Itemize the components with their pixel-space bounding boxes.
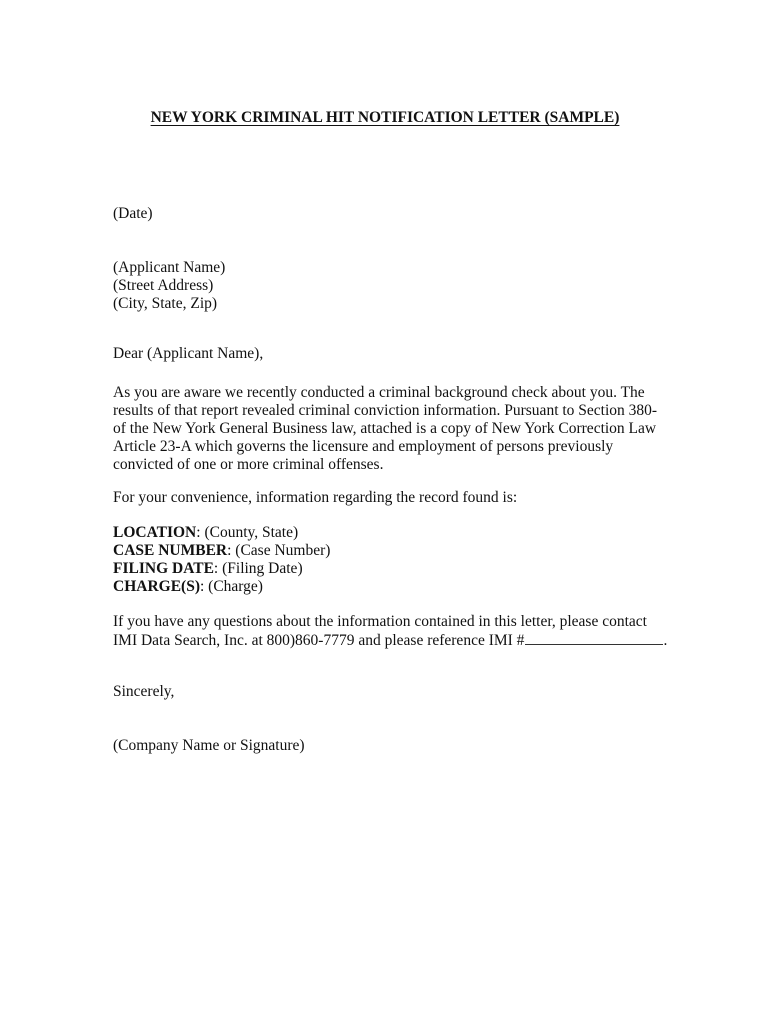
salutation: Dear (Applicant Name),	[113, 345, 264, 362]
record-charges: CHARGE(S): (Charge)	[113, 578, 263, 595]
closing: Sincerely,	[113, 683, 175, 700]
record-filing-date: FILING DATE: (Filing Date)	[113, 560, 303, 577]
record-case-number: CASE NUMBER: (Case Number)	[113, 542, 331, 559]
applicant-name-line: (Applicant Name)	[113, 259, 226, 276]
contact-reference-line: IMI Data Search, Inc. at 800)860-7779 and please reference IMI # .	[113, 632, 668, 649]
letter-title: NEW YORK CRIMINAL HIT NOTIFICATION LETTER (SAMPLE)	[150, 109, 620, 126]
signature-line: (Company Name or Signature)	[113, 737, 305, 754]
record-details	[113, 524, 673, 596]
paragraph-contact: If you have any questions about the information contained in this letter, please contact IMI Data Search, Inc. at 800)860-7779 and please reference IMI # .	[113, 613, 673, 649]
paragraph-record-intro: For your convenience, information regarding the record found is:	[113, 489, 518, 506]
paragraph-background-check: As you are aware we recently conducted a criminal background check about you. The results of that report revealed criminal conviction information. Pursuant to Section 380- of the New York General Business law, attached is a copy of New York Correction Law Article 23-A which governs the licensure and employment of persons previously convicted of one or more criminal offenses.	[113, 384, 658, 473]
address-block	[113, 259, 673, 313]
imi-reference-blank	[525, 631, 663, 645]
city-state-zip-line: (City, State, Zip)	[113, 295, 218, 312]
date-line: (Date)	[113, 205, 153, 222]
street-address-line: (Street Address)	[113, 277, 214, 294]
record-location: LOCATION: (County, State)	[113, 524, 299, 541]
